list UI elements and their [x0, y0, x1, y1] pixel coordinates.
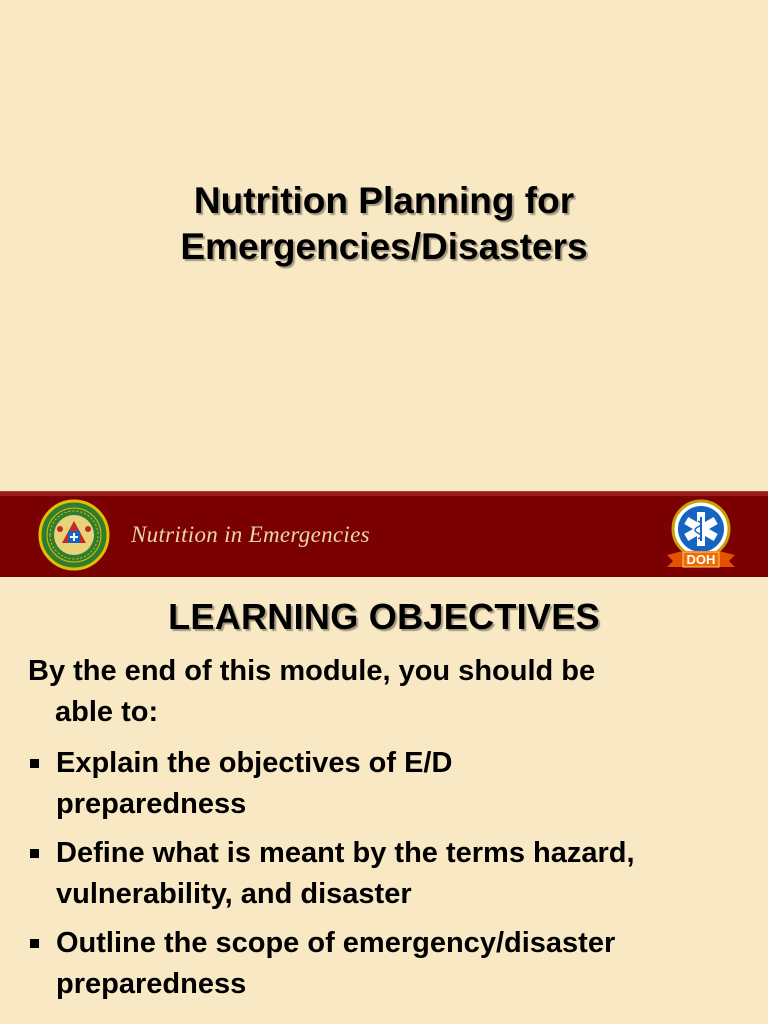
list-item: [28, 923, 758, 1005]
bullet-text-line-1: Explain the objectives of E/D: [56, 747, 453, 779]
slide-heading: LEARNING OBJECTIVES: [168, 596, 600, 637]
star-of-life-logo-icon: [663, 499, 739, 573]
bullet-square-icon: [30, 849, 39, 858]
banner: [0, 491, 768, 577]
intro-text: [28, 651, 748, 733]
title-slide: [0, 0, 768, 491]
bullet-text-line-1: Define what is meant by the terms hazard,: [56, 837, 635, 869]
bullet-text-line-2: preparedness: [56, 788, 247, 820]
doh-logo-text: DOH: [686, 552, 716, 567]
bullet-text-line-2: vulnerability, and disaster: [56, 878, 412, 910]
bullet-text-line-2: preparedness: [56, 968, 247, 1000]
doh-seal-icon: [38, 499, 110, 571]
objectives-list: [28, 743, 758, 1013]
learning-objectives-slide: [0, 577, 768, 1024]
intro-line-1: By the end of this module, you should be: [28, 655, 596, 687]
bullet-text-line-1: Outline the scope of emergency/disaster: [56, 927, 616, 959]
banner-top-stripe: [0, 492, 768, 496]
banner-title: Nutrition in Emergencies: [131, 522, 370, 547]
list-item: [28, 743, 758, 825]
title-line-1: Nutrition Planning for: [193, 180, 575, 221]
list-item: [28, 833, 758, 915]
bullet-square-icon: [30, 939, 39, 948]
title-line-2: Emergencies/Disasters: [180, 226, 588, 267]
bullet-square-icon: [30, 759, 39, 768]
slide-title: [0, 178, 768, 270]
intro-line-2: able to:: [55, 696, 159, 728]
